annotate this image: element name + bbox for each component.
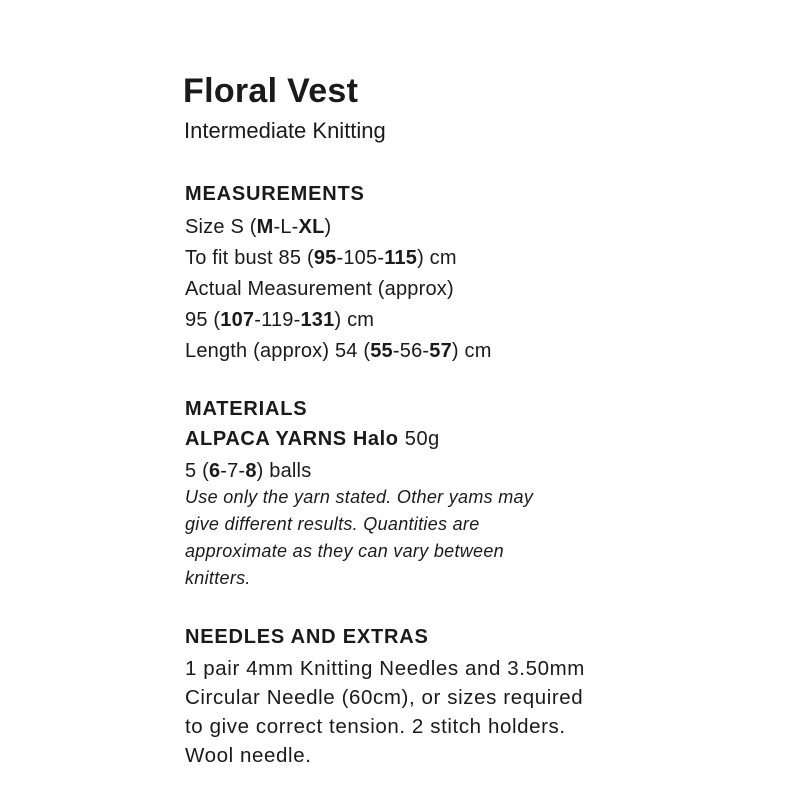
needles-heading: NEEDLES AND EXTRAS [185,626,429,648]
yarn-line: ALPACA YARNS Halo 50g [185,428,440,450]
yarn-note-line: approximate as they can vary between [185,541,504,561]
measurements-heading: MEASUREMENTS [185,183,365,205]
length-line: Length (approx) 54 (55-56-57) cm [185,340,492,362]
actual-measurement-line: 95 (107-119-131) cm [185,309,375,331]
yarn-note-line: give different results. Quantities are [185,514,480,534]
pattern-subtitle: Intermediate Knitting [184,118,386,143]
materials-heading: MATERIALS [185,398,308,420]
actual-measurement-label: Actual Measurement (approx) [185,278,454,300]
bust-line: To fit bust 85 (95-105-115) cm [185,247,457,269]
needles-line: 1 pair 4mm Knitting Needles and 3.50mm [185,657,585,680]
size-line: Size S (M-L-XL) [185,216,332,238]
yarn-note-line: knitters. [185,568,251,588]
yarn-note-line: Use only the yarn stated. Other yams may [185,487,534,507]
needles-line: Wool needle. [185,744,312,767]
pattern-title: Floral Vest [183,72,359,110]
balls-line: 5 (6-7-8) balls [185,460,312,482]
needles-line: Circular Needle (60cm), or sizes required [185,686,584,709]
needles-line: to give correct tension. 2 stitch holders. [185,715,566,738]
